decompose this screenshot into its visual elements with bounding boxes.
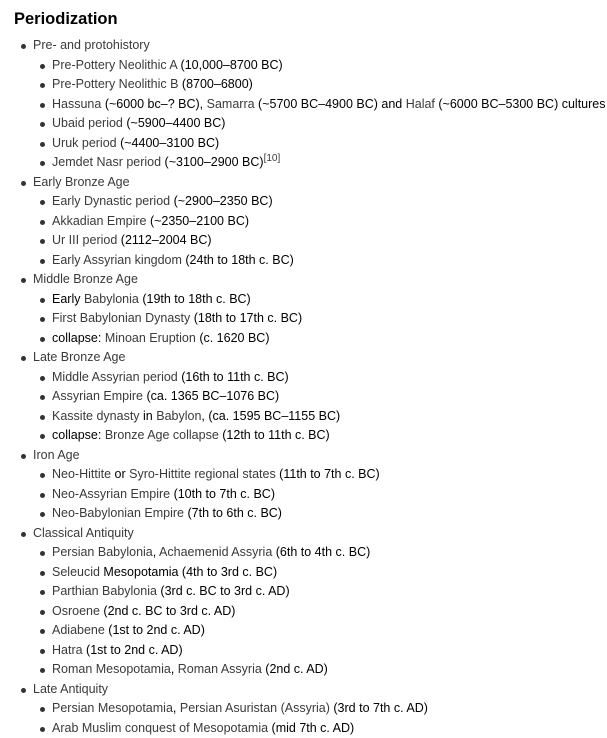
item-text: (c. 1620 BC) — [196, 331, 270, 345]
subperiod-item — [33, 212, 607, 232]
article-link[interactable]: Neo-Hittite — [52, 467, 111, 481]
article-link[interactable]: Pre-Pottery Neolithic B — [52, 77, 178, 91]
article-link[interactable]: Uruk period — [52, 136, 117, 150]
subperiod-item — [33, 719, 607, 738]
subperiod-item — [33, 621, 607, 641]
subperiod-item — [33, 465, 607, 485]
subperiod-item — [33, 95, 607, 115]
citation-link[interactable]: [10] — [264, 153, 281, 164]
article-link[interactable]: Persian Mesopotamia — [52, 701, 173, 715]
subperiod-item — [33, 56, 607, 76]
article-link[interactable]: Ubaid period — [52, 116, 123, 130]
subperiod-item — [33, 504, 607, 524]
article-link[interactable]: Persian Asuristan (Assyria) — [180, 701, 330, 715]
subperiod-item — [33, 407, 607, 427]
article-link[interactable]: Middle Assyrian period — [52, 370, 178, 384]
article-link[interactable]: Neo-Babylonian Empire — [52, 506, 184, 520]
subperiod-list — [33, 699, 607, 738]
period-heading-link[interactable]: Classical Antiquity — [33, 526, 134, 540]
article-link[interactable]: First Babylonian Dynasty — [52, 311, 190, 325]
item-text: (2nd c. BC to 3rd c. AD) — [100, 604, 235, 618]
subperiod-list — [33, 290, 607, 349]
item-text: (19th to 18th c. BC) — [139, 292, 251, 306]
item-text: (ca. 1365 BC–1076 BC) — [143, 389, 279, 403]
item-text: Mesopotamia (4th to 3rd c. BC) — [100, 565, 277, 579]
item-text: (~6000 bc–? BC), — [101, 97, 206, 111]
article-link[interactable]: Roman Mesopotamia — [52, 662, 171, 676]
item-text: (10,000–8700 BC) — [177, 58, 283, 72]
item-text: (3rd to 7th c. AD) — [330, 701, 428, 715]
article-link[interactable]: Neo-Assyrian Empire — [52, 487, 170, 501]
item-text: , — [153, 545, 159, 559]
item-text: , — [171, 662, 178, 676]
item-text: (~5700 BC–4900 BC) and — [255, 97, 406, 111]
article-link[interactable]: Early Assyrian kingdom — [52, 253, 182, 267]
subperiod-item — [33, 75, 607, 95]
article-link[interactable]: Jemdet Nasr period — [52, 155, 161, 169]
article-link[interactable]: Pre-Pottery Neolithic A — [52, 58, 177, 72]
period-heading-link[interactable]: Late Antiquity — [33, 682, 108, 696]
period-item — [14, 524, 607, 680]
subperiod-item — [33, 368, 607, 388]
item-text: (~5900–4400 BC) — [123, 116, 226, 130]
item-text: (2112–2004 BC) — [117, 233, 211, 247]
period-heading-link[interactable]: Pre- and protohistory — [33, 38, 150, 52]
section-heading: Periodization — [14, 8, 607, 30]
subperiod-item — [33, 485, 607, 505]
article-link[interactable]: Ur III period — [52, 233, 117, 247]
item-text: in — [140, 409, 157, 423]
item-text: (8700–6800) — [178, 77, 252, 91]
item-text: (3rd c. BC to 3rd c. AD) — [157, 584, 290, 598]
item-text: (~3100–2900 BC) — [161, 155, 264, 169]
subperiod-item — [33, 251, 607, 271]
period-heading-link[interactable]: Iron Age — [33, 448, 80, 462]
item-text: (16th to 11th c. BC) — [178, 370, 289, 384]
article-link[interactable]: Adiabene — [52, 623, 105, 637]
subperiod-list — [33, 192, 607, 270]
period-heading-link[interactable]: Late Bronze Age — [33, 350, 125, 364]
item-text: (10th to 7th c. BC) — [170, 487, 275, 501]
article-link[interactable]: Assyrian Empire — [52, 389, 143, 403]
item-text: (2nd c. AD) — [262, 662, 328, 676]
item-text: (~2350–2100 BC) — [147, 214, 250, 228]
period-list — [14, 36, 607, 738]
subperiod-list — [33, 543, 607, 680]
subperiod-item — [33, 641, 607, 661]
item-text: (~4400–3100 BC) — [117, 136, 220, 150]
article-link[interactable]: Hassuna — [52, 97, 101, 111]
item-text: , (ca. 1595 BC–1155 BC) — [201, 409, 340, 423]
subperiod-item — [33, 114, 607, 134]
article-link[interactable]: Osroene — [52, 604, 100, 618]
item-text: Early — [52, 292, 84, 306]
subperiod-item — [33, 309, 607, 329]
article-link[interactable]: Babylon — [156, 409, 201, 423]
subperiod-list — [33, 368, 607, 446]
period-heading-link[interactable]: Early Bronze Age — [33, 175, 130, 189]
article-link[interactable]: Minoan Eruption — [105, 331, 196, 345]
subperiod-item — [33, 192, 607, 212]
item-text: collapse: — [52, 331, 105, 345]
period-item — [14, 680, 607, 738]
item-text: (24th to 18th c. BC) — [182, 253, 294, 267]
item-text: or — [111, 467, 129, 481]
article-link[interactable]: Parthian Babylonia — [52, 584, 157, 598]
article-link[interactable]: Syro-Hittite regional states — [129, 467, 276, 481]
subperiod-list — [33, 465, 607, 524]
article-link[interactable]: Seleucid — [52, 565, 100, 579]
item-text: (7th to 6th c. BC) — [184, 506, 282, 520]
subperiod-item — [33, 660, 607, 680]
article-link[interactable]: Samarra — [207, 97, 255, 111]
subperiod-item — [33, 329, 607, 349]
article-link[interactable]: Bronze Age collapse — [105, 428, 219, 442]
item-text: (12th to 11th c. BC) — [219, 428, 330, 442]
subperiod-item — [33, 426, 607, 446]
subperiod-item — [33, 582, 607, 602]
article-link[interactable]: Achaemenid Assyria — [159, 545, 272, 559]
subperiod-list — [33, 56, 607, 173]
subperiod-item — [33, 134, 607, 154]
item-text: collapse: — [52, 428, 105, 442]
article-link[interactable]: Arab Muslim conquest of Mesopotamia — [52, 721, 268, 735]
article-link[interactable]: Babylonia — [84, 292, 139, 306]
item-text: (11th to 7th c. BC) — [276, 467, 380, 481]
period-heading-link[interactable]: Middle Bronze Age — [33, 272, 138, 286]
item-text: (~2900–2350 BC) — [170, 194, 273, 208]
item-text: , — [173, 701, 180, 715]
subperiod-item — [33, 290, 607, 310]
item-text: (6th to 4th c. BC) — [272, 545, 370, 559]
item-text: (mid 7th c. AD) — [268, 721, 354, 735]
article-link[interactable]: Roman Assyria — [178, 662, 262, 676]
article-link[interactable]: Kassite dynasty — [52, 409, 140, 423]
subperiod-item — [33, 563, 607, 583]
subperiod-item — [33, 602, 607, 622]
subperiod-item — [33, 387, 607, 407]
period-item — [14, 36, 607, 173]
article-link[interactable]: Persian Babylonia — [52, 545, 153, 559]
article-link[interactable]: Akkadian Empire — [52, 214, 147, 228]
period-item — [14, 446, 607, 524]
item-text: (18th to 17th c. BC) — [190, 311, 302, 325]
subperiod-item — [33, 231, 607, 251]
article-link[interactable]: Hatra — [52, 643, 83, 657]
period-item — [14, 173, 607, 271]
item-text: (1st to 2nd c. AD) — [83, 643, 183, 657]
item-text: (1st to 2nd c. AD) — [105, 623, 205, 637]
period-item — [14, 348, 607, 446]
period-item — [14, 270, 607, 348]
article-link[interactable]: Early Dynastic period — [52, 194, 170, 208]
item-text: (~6000 BC–5300 BC) cultures — [435, 97, 606, 111]
subperiod-item — [33, 543, 607, 563]
article-link[interactable]: Halaf — [406, 97, 435, 111]
subperiod-item — [33, 153, 607, 173]
subperiod-item — [33, 699, 607, 719]
